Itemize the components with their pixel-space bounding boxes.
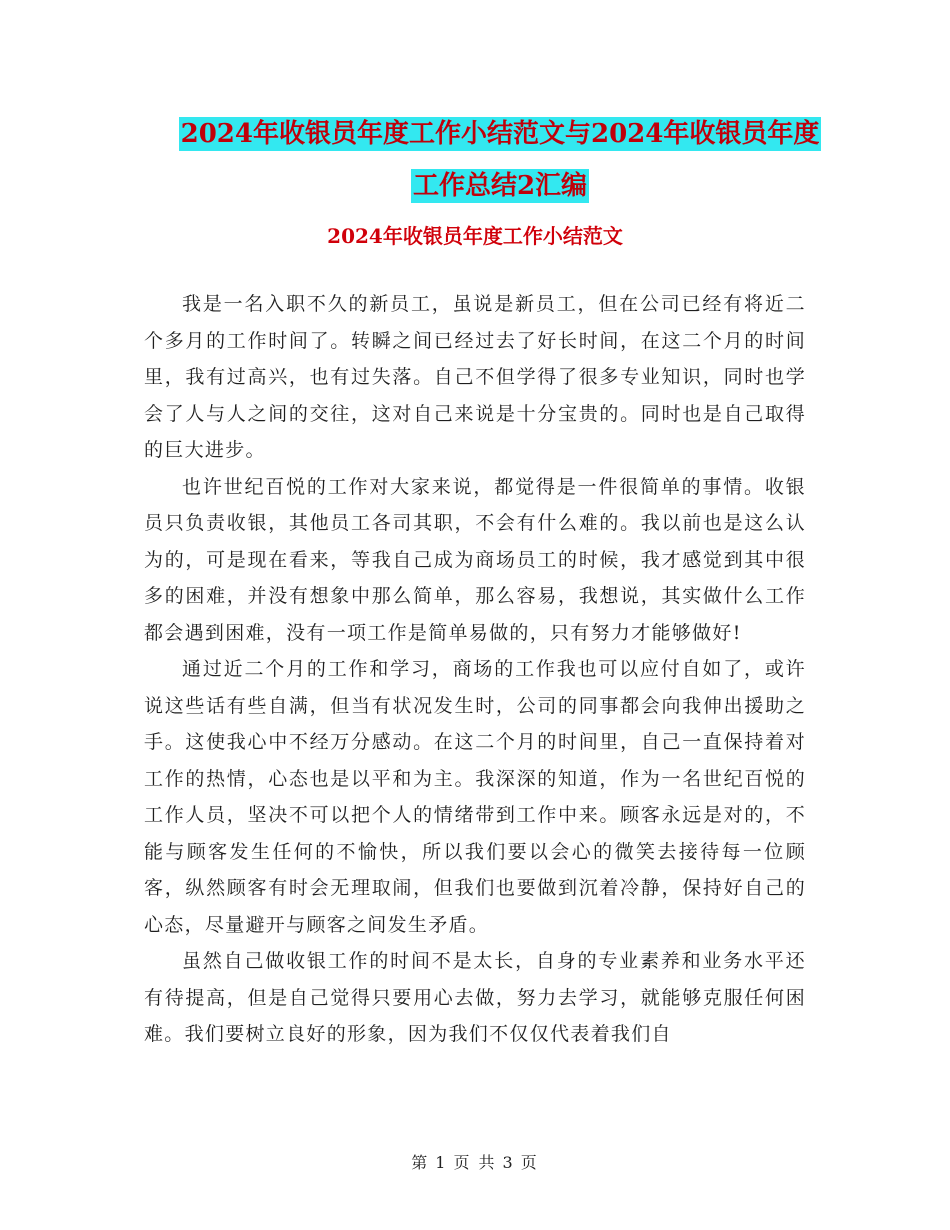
footer-suffix: 页 bbox=[520, 1153, 539, 1172]
title-line-1: 2024年收银员年度工作小结范文与2024年收银员年度 bbox=[180, 119, 820, 149]
document-title bbox=[140, 108, 860, 212]
paragraph-2: 也许世纪百悦的工作对大家来说，都觉得是一件很简单的事情。收银员只负责收银，其他员工各司其职，不会有什么难的。我以前也是这么认为的，可是现在看来，等我自己成为商场员工的时候，我才感觉到其中很多的困难，并没有想象中那么简单，那么容易，我想说，其实做什么工作都会遇到困难，没有一项工作是简单易做的，只有努力才能够做好! bbox=[144, 475, 806, 644]
page-footer bbox=[0, 1150, 950, 1173]
footer-total-pages: 3 bbox=[502, 1153, 515, 1172]
document-body bbox=[144, 286, 806, 1053]
paragraph-3: 通过近二个月的工作和学习，商场的工作我也可以应付自如了，或许说这些话有些自满，但当有状况发生时，公司的同事都会向我伸出援助之手。这使我心中不经万分感动。在这二个月的时间里，自己一直保持着对工作的热情，心态也是以平和为主。我深深的知道，作为一名世纪百悦的工作人员，坚决不可以把个人的情绪带到工作中来。顾客永远是对的，不能与顾客发生任何的不愉快，所以我们要以会心的微笑去接待每一位顾客，纵然顾客有时会无理取闹，但我们也要做到沉着冷静，保持好自己的心态，尽量避开与顾客之间发生矛盾。 bbox=[144, 658, 806, 936]
paragraph-1: 我是一名入职不久的新员工，虽说是新员工，但在公司已经有将近二个多月的工作时间了。转瞬之间已经过去了好长时间，在这二个月的时间里，我有过高兴，也有过失落。自己不但学得了很多专业知识，同时也学会了人与人之间的交往，这对自己来说是十分宝贵的。同时也是自己取得的巨大进步。 bbox=[144, 293, 806, 461]
paragraph-4: 虽然自己做收银工作的时间不是太长，自身的专业素养和业务水平还有待提高，但是自己觉得只要用心去做，努力去学习，就能够克服任何困难。我们要树立良好的形象，因为我们不仅仅代表着我们自 bbox=[144, 950, 806, 1045]
footer-page-number: 1 bbox=[435, 1153, 448, 1172]
footer-prefix: 第 bbox=[411, 1153, 430, 1172]
footer-middle: 页 共 bbox=[453, 1153, 497, 1172]
section-title: 2024年收银员年度工作小结范文 bbox=[327, 224, 623, 248]
title-line-2: 工作总结2汇编 bbox=[412, 171, 588, 201]
